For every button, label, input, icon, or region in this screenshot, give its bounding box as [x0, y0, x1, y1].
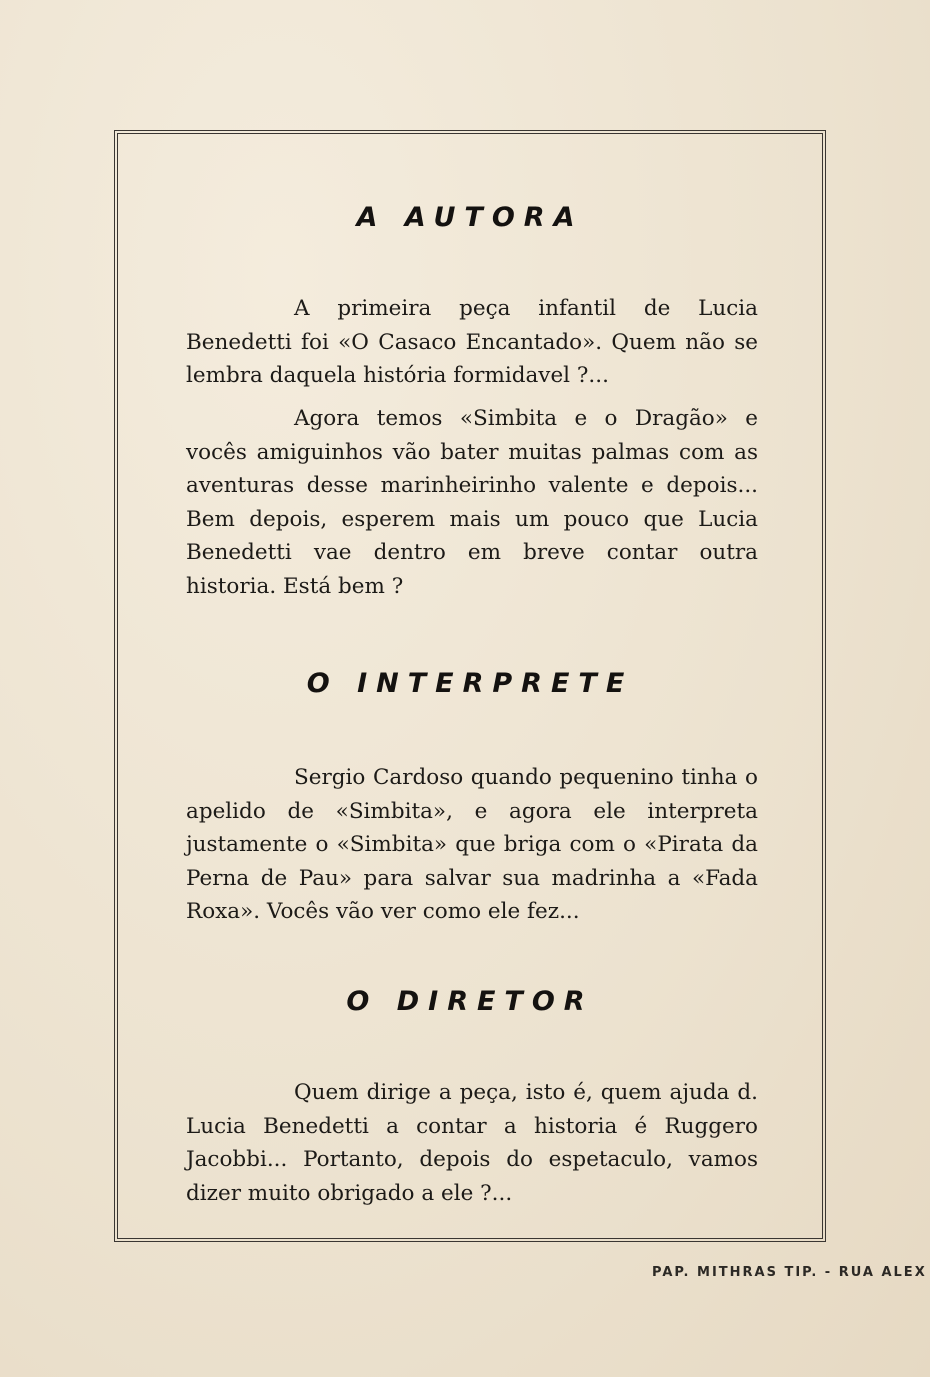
autora-paragraph-2: Agora temos «Simbita e o Dragão» e vocês amiguinhos vão bater muitas palmas com as aventuras desse marinheirinho valente e depois... Bem depois, esperem mais um pouco que Lucia Benedetti vae dentro em breve contar outra historia. Está bem ?: [186, 406, 758, 599]
printer-imprint: PAP. MITHRAS TIP. - RUA ALEX: [652, 1265, 927, 1280]
diretor-paragraph-1: Quem dirige a peça, isto é, quem ajuda d. Lucia Benedetti a contar a historia é Ruggero Jacobbi... Portanto, depois do espetaculo, vamos dizer muito obrigado a ele ?...: [186, 1080, 758, 1206]
autora-title: A AUTORA: [356, 202, 584, 233]
autora-paragraph-1: A primeira peça infantil de Lucia Benedetti foi «O Casaco Encantado». Quem não se lembra daquela história formidavel ?...: [186, 296, 758, 388]
interprete-paragraph-1: Sergio Cardoso quando pequenino tinha o apelido de «Simbita», e agora ele interpreta justamente o «Simbita» que briga com o «Pirata da Perna de Pau» para salvar sua madrinha a «Fada Roxa». Vocês vão ver como ele fez...: [186, 765, 758, 924]
interprete-title: O INTERPRETE: [306, 668, 634, 699]
page-frame: [114, 130, 826, 1242]
diretor-title: O DIRETOR: [346, 986, 594, 1017]
